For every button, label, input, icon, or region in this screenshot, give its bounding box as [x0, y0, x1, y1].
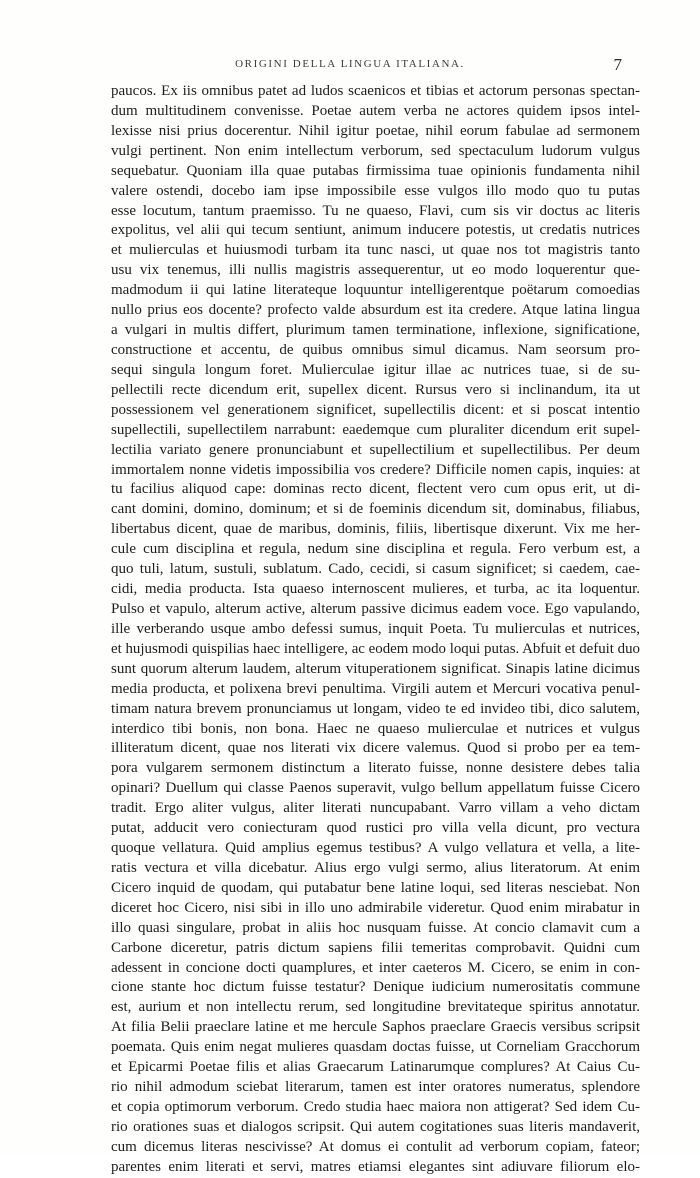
text-line: putat, adducit vero coniecturam quod rustici pro villa vella dicunt, pro vectura	[111, 820, 640, 837]
text-line: timam natura brevem pronunciamus ut longam, video te ed invideo tibi, dico salutem,	[111, 700, 640, 717]
text-line: sequi singula longum foret. Mulierculae igitur illae ac nutrices tuae, si de su-	[111, 361, 640, 378]
text-line: et mulierculas et huiusmodi turbam ita tunc nasci, ut quae nos tot magistris tanto	[111, 242, 640, 259]
running-title: ORIGINI DELLA LINGUA ITALIANA.	[235, 58, 465, 70]
text-line: cule cum disciplina et regula, nedum sine disciplina et regula. Fero verbum est, a	[111, 541, 640, 558]
text-line: interdico tibi bonis, non bona. Haec ne quaeso mulierculae et nutrices et vulgus	[111, 720, 640, 737]
text-line: et hujusmodi quispilias haec intelligere, ac eodem modo loqui putas. Abfuit et defuit duo	[111, 640, 640, 657]
text-line: adessent in concione docti quamplures, et inter caeteros M. Cicero, se enim in con-	[111, 959, 640, 976]
running-header	[0, 55, 700, 78]
text-line: rio orationes suas et dialogos scripsit. Qui autem cogitationes suas literis mandaverit,	[111, 1118, 640, 1135]
text-line: usu vix tenemus, illi nullis magistris assequerentur, ut eo modo loquerentur que-	[111, 262, 640, 279]
text-line: ratis vectura et villa dicebatur. Alius ergo vulgi sermo, alius literatorum. At enim	[111, 859, 640, 876]
text-line: cant domini, domino, dominum; et si de foeminis dicendum sit, dominabus, filiabus,	[111, 501, 640, 518]
text-line: media producta, et polixena brevi penultima. Virgili autem et Mercuri vocativa penul-	[111, 680, 640, 697]
text-line: quo tuli, latum, sustuli, sublatum. Cado, cecidi, si casum significet; si caedem, cae-	[111, 561, 640, 578]
text-line: diceret hoc Cicero, nisi sibi in illo uno admirabile videretur. Quod enim mirabatur in	[111, 899, 640, 916]
text-line: nullo prius eos docente? profecto valde absurdum est ita credere. Atque latina lingua	[111, 302, 640, 319]
text-line: cione stante hoc dictum fuisse testatur? Denique iudicium numerositatis commune	[111, 979, 640, 996]
text-line: a vulgari in multis differt, plurimum tamen terminatione, inflexione, significatione,	[111, 322, 640, 339]
page-number: 7	[613, 55, 622, 74]
text-line: cidi, media producta. Ista quaeso internoscent mulieres, et turba, ac ita loquentur.	[111, 581, 640, 598]
text-line: poemata. Quis enim negat mulieres quasdam doctas fuisse, ut Corneliam Gracchorum	[111, 1039, 640, 1056]
text-line: illo quasi singulare, probat in aliis hoc nusquam fuisse. At concio clamavit cum a	[111, 919, 640, 936]
text-line: tu facilius aliquod cape: dominas recto dicent, flectent vero cum opus erit, ut di-	[111, 481, 640, 498]
text-line: valere ostendi, docebo iam ipse impossibile esse vulgos illo modo quo tu putas	[111, 182, 640, 199]
body-text	[111, 82, 640, 1178]
text-line: supellectili, supellectilem narrabunt: eaedemque cum pluraliter dicendum erit supel-	[111, 421, 640, 438]
text-line: quoque vellatura. Quid amplius egemus testibus? A vulgo vellatura et vella, a lite-	[111, 840, 640, 857]
text-line: immortalem nonne videtis impossibilia vos credere? Difficile nomen capis, inquies: at	[111, 461, 640, 478]
text-line: vulgi pertinent. Non enim intellectum verborum, sed spectaculum ludorum vulgus	[111, 142, 640, 159]
text-line: Pulso et vapulo, alterum active, alterum passive dicimus eadem voce. Ego vapulando,	[111, 600, 640, 617]
text-line: dum multitudinem convenisse. Poetae autem verba ne actores quidem ipsos intel-	[111, 102, 640, 119]
text-line: pora vulgarem sermonem distinctum a literato fuisse, nonne desistere debes talia	[111, 760, 640, 777]
text-line: sunt quorum alterum laudem, alterum vituperationem significat. Sinapis latine dicimus	[111, 660, 640, 677]
text-line: tradit. Ergo aliter vulgus, aliter literati nuncupabant. Varro villam a veho dictam	[111, 800, 640, 817]
text-line: expolitus, vel alii qui tecum sentiunt, animum inducere potestis, ut credatis nutrices	[111, 222, 640, 239]
text-line: lectilia variato genere pronunciabunt et supellectilium et supellectilibus. Per deum	[111, 441, 640, 458]
text-line: cum dicemus literas nescivisse? At domus ei contulit ad verborum copiam, fateor;	[111, 1138, 640, 1155]
text-line: Carbone diceretur, patris dictum sapiens filii temeritas comprobavit. Quidni cum	[111, 939, 640, 956]
text-line: opinari? Duellum qui classe Paenos superavit, vulgo bellum appellatum fuisse Cicero	[111, 780, 640, 797]
text-line: libertabus dicent, quae de maribus, dominis, filiis, libertisque dixerunt. Vix me her-	[111, 521, 640, 538]
text-line: lexisse nisi prius docerentur. Nihil igitur poetae, nihil eorum fabulae ad sermonem	[111, 122, 640, 139]
text-line: et Epicarmi Poetae filis et alias Graecarum Latinarumque complures? At Caius Cu-	[111, 1059, 640, 1076]
text-line: At filia Belii praeclare latine et me hercule Saphos praeclare Graecis versibus scripsit	[111, 1019, 640, 1036]
text-line: constructione et accentu, de quibus omnibus simul dicamus. Nam seorsum pro-	[111, 341, 640, 358]
text-line: et copia optimorum verborum. Credo studia haec maiora non attigerat? Sed idem Cu-	[111, 1099, 640, 1116]
text-line: madmodum ii qui latine literateque loquuntur intelligerentque poëtarum comoedias	[111, 282, 640, 299]
text-line: sequebatur. Quoniam illa quae putabas firmissima tuae opinionis fundamenta nihil	[111, 162, 640, 179]
text-line: ille verberando usque ambo defessi sumus, inquit Poeta. Tu mulierculas et nutrices,	[111, 620, 640, 637]
text-line: rio nihil admodum sciebat literarum, tamen est inter oratores numeratus, splendore	[111, 1079, 640, 1096]
text-line: paucos. Ex iis omnibus patet ad ludos scaenicos et tibias et actorum personas spectan-	[111, 83, 640, 99]
text-line: pellectili recte dicendum erit, supellex dicent. Rursus vero si inclinandum, ita ut	[111, 381, 640, 398]
text-line: esse locutum, tantum praemisso. Tu ne quaeso, Flavi, cum sis vir doctus ac literis	[111, 202, 640, 219]
text-line: est, aurium et non intellectu rerum, sed longitudine brevitateque spiritus annotatur.	[111, 999, 640, 1016]
text-line: Cicero inquid de quodam, qui putabatur bene latine loqui, sed literas nesciebat. Non	[111, 879, 640, 896]
text-line: parentes enim literati et servi, matres etiamsi elegantes sint adiuvare filiorum elo-	[111, 1158, 640, 1175]
text-line: illiteratum dicent, quae nos literati vix dicere valemus. Quod si probo per ea tem-	[111, 740, 640, 757]
text-line: possessionem vel generationem significet, supellectilis dicent: et si poscat intentio	[111, 401, 640, 418]
